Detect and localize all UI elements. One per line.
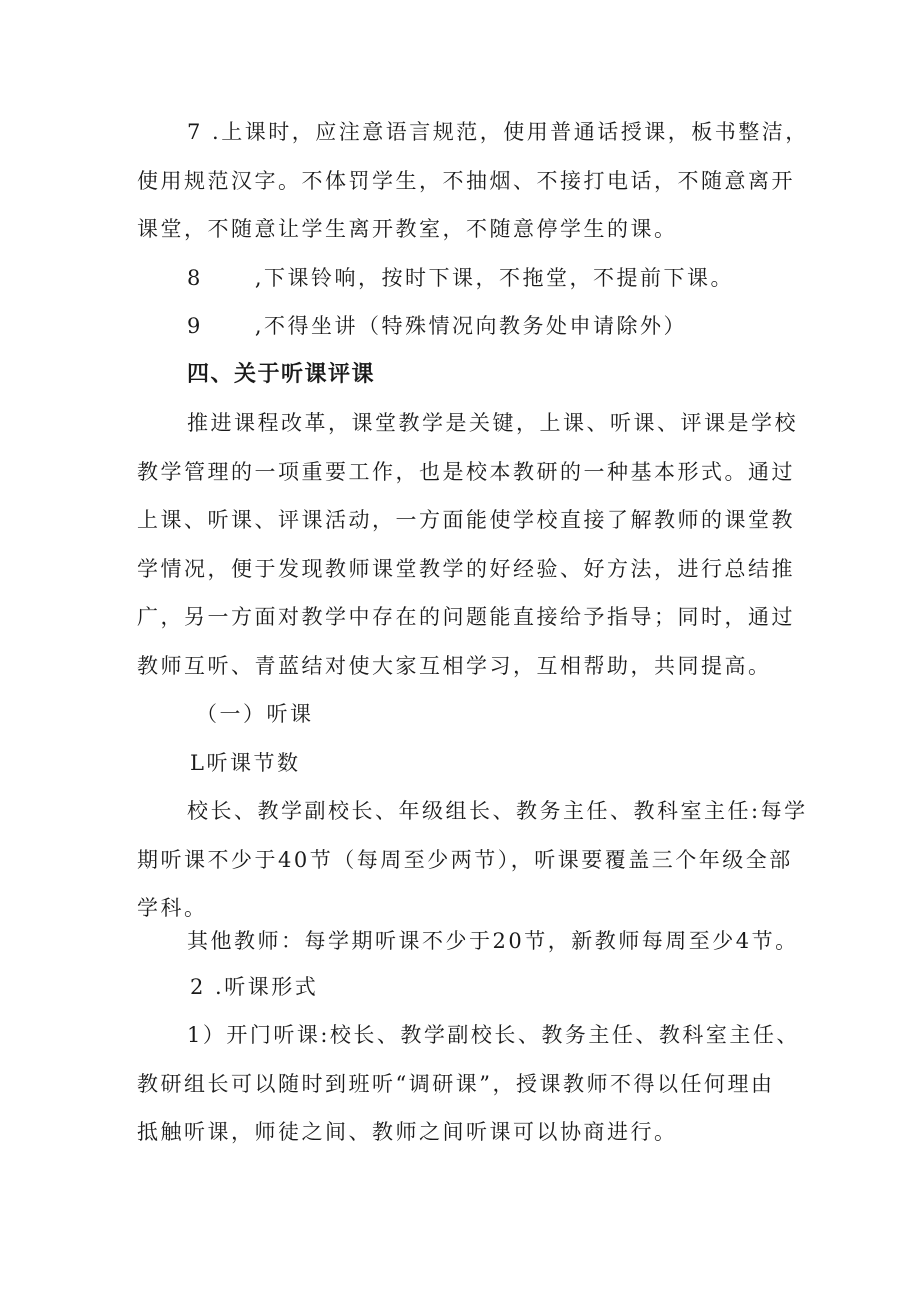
paragraph-7-line-3: 课堂，不随意让学生离开教室，不随意停学生的课。 [137,217,678,241]
section-heading: 四、关于听课评课 [187,362,376,387]
paragraph-9-number: 9 [187,314,203,338]
intro-line-2: 教学管理的一项重要工作，也是校本教研的一种基本形式。通过 [137,460,795,484]
intro-line-1: 推进课程改革，课堂教学是关键，上课、听课、评课是学校 [187,411,798,435]
intro-line-5: 广，另一方面对教学中存在的问题能直接给予指导；同时，通过 [137,605,795,629]
item-1-body-line-2: 期听课不少于40节（每周至少两节），听课要覆盖三个年级全部 [137,848,793,872]
paragraph-7-line-2: 使用规范汉字。不体罚学生，不抽烟、不接打电话，不随意离开 [137,169,795,193]
intro-line-6: 教师互听、青蓝结对使大家互相学习，互相帮助，共同提高。 [137,654,772,678]
paragraph-9-text: ,不得坐讲（特殊情况向教务处申请除外） [254,314,688,338]
item-2-title: 2 .听课形式 [190,975,319,999]
item-2-body-line-1: 1）开门听课:校长、教学副校长、教务主任、教科室主任、 [187,1023,800,1047]
intro-line-3: 上课、听课、评课活动，一方面能使学校直接了解教师的课堂教 [137,508,795,532]
paragraph-7-line-1: 7 .上课时，应注意语言规范，使用普通话授课，板书整洁， [187,120,809,144]
item-2-body-line-3: 抵触听课，师徒之间、教师之间听课可以协商进行。 [137,1120,678,1144]
paragraph-8-number: 8 [187,266,203,290]
item-1-title: L听课节数 [190,751,301,775]
paragraph-8-text: ,下课铃响，按时下课，不拖堂，不提前下课。 [254,266,735,290]
paragraph-8 [187,263,734,293]
item-1-other-teachers: 其他教师：每学期听课不少于20节，新教师每周至少4节。 [187,929,799,953]
item-2-body-line-2: 教研组长可以随时到班听“调研课”，授课教师不得以任何理由 [137,1072,775,1096]
sub-heading: （一）听课 [196,702,314,726]
item-1-body-line-1: 校长、教学副校长、年级组长、教务主任、教科室主任:每学 [187,799,808,823]
item-1-body-line-3: 学科。 [137,896,208,920]
paragraph-9 [187,311,687,341]
intro-line-4: 学情况，便于发现教师课堂教学的好经验、好方法，进行总结推 [137,557,795,581]
